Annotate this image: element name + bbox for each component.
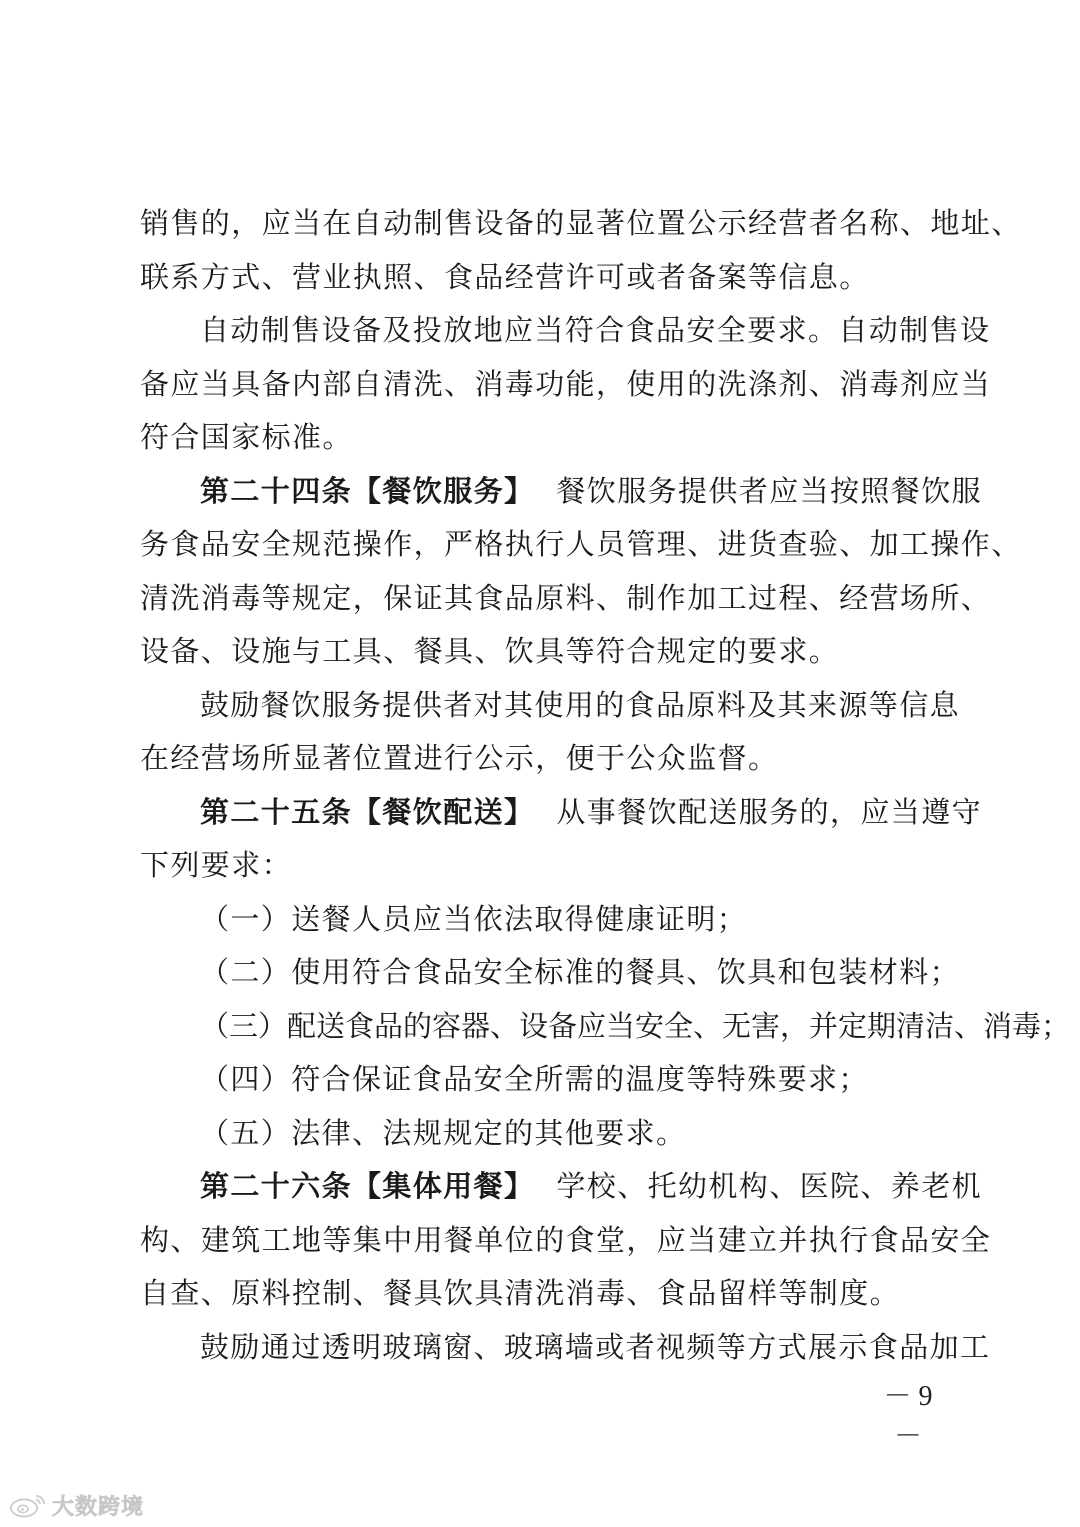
text-line: 设备、设施与工具、餐具、饮具等符合规定的要求。 xyxy=(140,634,840,668)
article-24-heading: 第二十四条【餐饮服务】 xyxy=(200,473,535,508)
text-line: 鼓励餐饮服务提供者对其使用的食品原料及其来源等信息 xyxy=(200,687,961,722)
article-26-first-line xyxy=(140,1160,983,1214)
text-line: 自动制售设备及投放地应当符合食品安全要求。自动制售设 xyxy=(200,313,991,347)
list-item: （三）配送食品的容器、设备应当安全、无害，并定期清洁、消毒； xyxy=(200,1008,1071,1043)
list-item: （五）法律、法规规定的其他要求。 xyxy=(200,1115,687,1150)
text-line: 自查、原料控制、餐具饮具清洗消毒、食品留样等制度。 xyxy=(140,1276,901,1310)
article-25-first-line xyxy=(140,786,983,840)
text-line: 学校、托幼机构、医院、养老机 xyxy=(556,1169,983,1203)
text-line: 联系方式、营业执照、食品经营许可或者备案等信息。 xyxy=(140,259,870,294)
text-line: 从事餐饮配送服务的，应当遵守 xyxy=(556,794,983,829)
article-25-heading: 第二十五条【餐饮配送】 xyxy=(200,794,535,829)
list-item: （一）送餐人员应当依法取得健康证明； xyxy=(200,901,748,936)
article-24-first-line xyxy=(140,465,983,519)
watermark xyxy=(8,1490,144,1520)
document-body xyxy=(140,197,1071,1374)
text-line: 备应当具备内部自清洗、消毒功能，使用的洗涤剂、消毒剂应当 xyxy=(140,366,992,401)
text-line: 务食品安全规范操作，严格执行人员管理、进货查验、加工操作、 xyxy=(140,527,1022,561)
page-number: － 9 － xyxy=(883,1381,933,1452)
text-line: 清洗消毒等规定，保证其食品原料、制作加工过程、经营场所、 xyxy=(140,580,992,615)
text-line: 餐饮服务提供者应当按照餐饮服 xyxy=(556,473,983,508)
text-line: 鼓励通过透明玻璃窗、玻璃墙或者视频等方式展示食品加工 xyxy=(200,1329,991,1364)
text-line: 符合国家标准。 xyxy=(140,420,353,454)
list-item: （二）使用符合食品安全标准的餐具、饮具和包装材料； xyxy=(200,955,961,989)
weibo-logo-icon xyxy=(8,1492,48,1518)
text-line: 销售的，应当在自动制售设备的显著位置公示经营者名称、地址、 xyxy=(140,206,1022,240)
watermark-text: 大数跨境 xyxy=(52,1494,145,1520)
text-line: 在经营场所显著位置进行公示，便于公众监督。 xyxy=(140,741,779,775)
article-26-heading: 第二十六条【集体用餐】 xyxy=(200,1169,535,1203)
text-line: 构、建筑工地等集中用餐单位的食堂，应当建立并执行食品安全 xyxy=(140,1222,992,1257)
list-item: （四）符合保证食品安全所需的温度等特殊要求； xyxy=(200,1062,869,1096)
text-line: 下列要求： xyxy=(140,848,293,882)
